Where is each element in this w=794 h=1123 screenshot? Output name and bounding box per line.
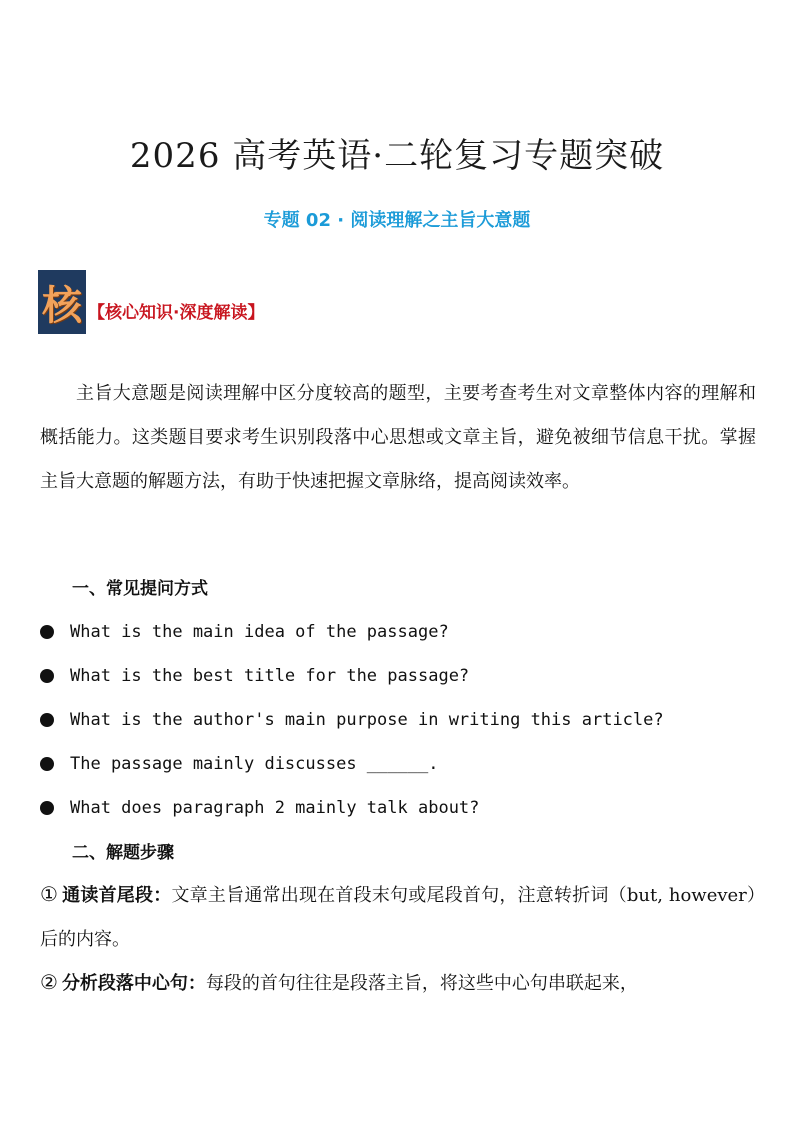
- step-number: ①: [40, 882, 59, 906]
- step-number: ②: [40, 970, 58, 994]
- question-text: What does paragraph 2 mainly talk about?: [70, 798, 480, 818]
- bullet-icon: [40, 801, 54, 815]
- step-item: [40, 960, 756, 1006]
- step-item: [40, 872, 756, 962]
- step-lead: 分析段落中心句：: [61, 973, 206, 994]
- steps-heading: 二、解题步骤: [72, 843, 174, 863]
- section-heading: 【核心知识·深度解读】: [88, 303, 265, 323]
- step-lead: 通读首尾段：: [62, 885, 172, 906]
- questions-heading: 一、常见提问方式: [72, 579, 208, 599]
- core-knowledge-badge: [38, 270, 86, 334]
- question-text: What is the author's main purpose in writing this article?: [70, 710, 664, 730]
- document-subtitle: 专题 02 · 阅读理解之主旨大意题: [263, 210, 531, 231]
- question-text: The passage mainly discusses ______.: [70, 754, 439, 774]
- list-item: [40, 786, 664, 830]
- list-item: [40, 698, 664, 742]
- list-item: [40, 742, 664, 786]
- bullet-icon: [40, 713, 54, 727]
- step-text: 每段的首句往往是段落主旨，将这些中心句串联起来，: [205, 973, 638, 994]
- question-list: [40, 610, 664, 830]
- badge-character: 核: [42, 282, 82, 329]
- bullet-icon: [40, 625, 54, 639]
- list-item: [40, 610, 664, 654]
- intro-paragraph: 主旨大意题是阅读理解中区分度较高的题型，主要考查考生对文章整体内容的理解和概括能力。这类题目要求考生识别段落中心思想或文章主旨，避免被细节信息干扰。掌握主旨大意题的解题方法，有助于快速把握文章脉络，提高阅读效率。: [40, 383, 756, 492]
- list-item: [40, 654, 664, 698]
- bullet-icon: [40, 757, 54, 771]
- bullet-icon: [40, 669, 54, 683]
- question-text: What is the main idea of the passage?: [70, 622, 449, 642]
- question-text: What is the best title for the passage?: [70, 666, 470, 686]
- step-text: 文章主旨通常出现在首段末句或尾段首句，注意转折词（but, however）后的内容。: [40, 885, 756, 950]
- document-title: 2026 高考英语·二轮复习专题突破: [129, 136, 665, 176]
